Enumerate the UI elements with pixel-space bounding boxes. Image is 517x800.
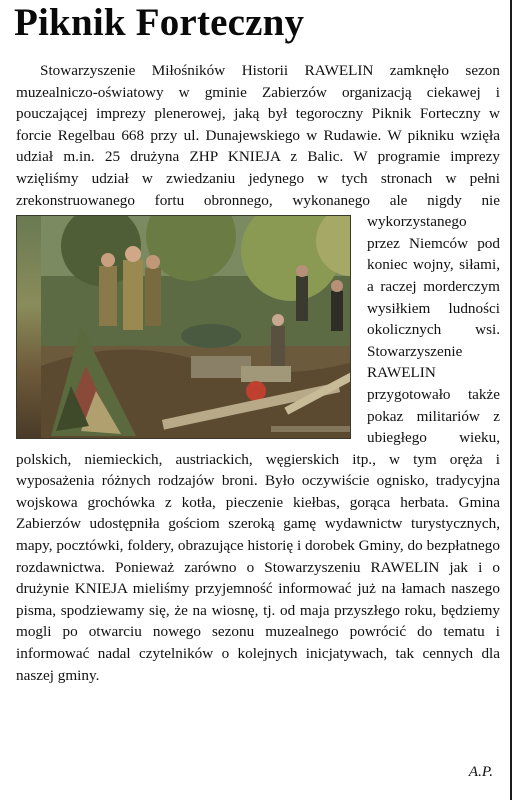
article-photo [16,215,351,439]
article-body [16,60,500,686]
article-text-lead: Stowarzyszenie Miłośników Historii RAWELIN zamknęło sezon muzealniczo-oświatowy w gminie Zabierzów organizacją ciekawej i pouczającej imprezy plenerowej, jaką był tegoroczny Piknik Forteczny w forcie Regelbau 668 przy ul. Dunajewskiego w Rudawie. W pikniku wzięła udział m.in. 25 drużyna ZHP KNIEJA z Balic. W programie imprezy wzięliśmy udział w zwiedzaniu jedynego w tych stronach w pełni zrekonstruowanego fortu [16,62,500,209]
photo-scene-icon [41,216,351,438]
article-title: Piknik Forteczny [14,1,305,44]
article-text-continued: obronnego, wykonanego ale nigdy nie wykorzystanego przez Niemców pod koniec wojny, siłami, a raczej morderczym wysiłkiem ludności okolicznych wsi. Stowarzyszenie RAWELIN przygotowało także pokaz militariów z ubiegłego wieku, polskich, niemieckich, austriackich, węgierskich itp., w tym oręża i wyposażenia różnych rodzajów broni. Było oczywiście ognisko, tradycyjna wojskowa grochówka z kotła, pieczenie kiełbas, gorąca herbata. Gmina Zabierzów udostępniła gościom szeroką gamę wydawnictw turystycznych, mapy, pocztówki, foldery, obrazujące historię i dorobek Gminy, do bezpłatnego rozdawnictwa. Ponieważ zarówno o Stowarzyszeniu RAWELIN jak i o drużynie KNIEJA mieliśmy przyjemność informować już na łamach naszego pisma, spodziewamy się, że na wiosnę, tj. od maja przyszłego roku, będziemy mogli po otwarciu nowego sezonu muzealnego powrócić do tematu i informować nadal czytelników o kolejnych inicjatywach, tak cennych dla naszej gminy. [16,191,500,684]
author-signature: A.P. [468,763,493,780]
page-edge-rule [510,0,512,800]
article-text [16,60,500,686]
